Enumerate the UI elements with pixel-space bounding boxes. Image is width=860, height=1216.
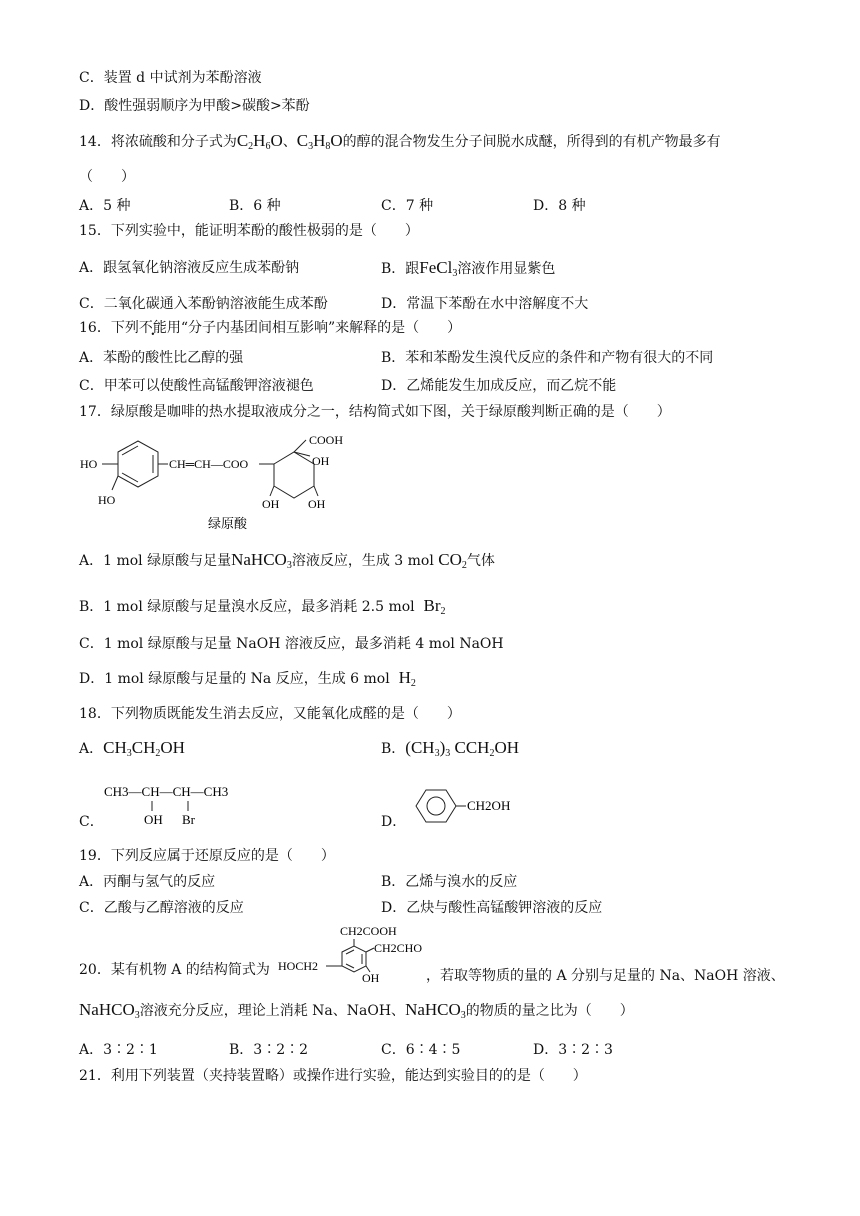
c-br: Br [182, 812, 195, 827]
a-top-group: CH2COOH [340, 924, 397, 938]
chlorogenic-acid-structure [76, 428, 376, 538]
q16-stem: 16．下列不能用“分子内基团间相互影响”来解释的是（ ） [79, 320, 462, 336]
oh-label-1: OH [312, 454, 330, 468]
q15-option-b: B．跟FeCl$_3$溶液作用显紫色 [381, 258, 556, 279]
a-left-group: HOCH2 [278, 959, 319, 973]
oh-label-3: OH [308, 497, 326, 511]
q17-stem: 17．绿原酸是咖啡的热水提取液成分之一，结构简式如下图，关于绿原酸判断正确的是（ ） [79, 404, 671, 420]
q19-stem: 19．下列反应属于还原反应的是（ ） [79, 848, 335, 864]
q18-option-d-label: D． [381, 814, 407, 830]
q16-option-c: C．甲苯可以使酸性高锰酸钾溶液褪色 [79, 378, 314, 394]
q17-option-a: A．1 mol 绿原酸与足量NaHCO$_3$溶液反应，生成 3 mol $CO_2$气体 [79, 550, 495, 571]
q18-option-c-label: C． [79, 814, 104, 830]
emphasis-not: 不能 [138, 320, 167, 336]
q18-stem: 18．下列物质既能发生消去反应，又能氧化成醛的是（ ） [79, 706, 461, 722]
q19-option-b: B．乙烯与溴水的反应 [381, 874, 518, 890]
q13-option-d: D．酸性强弱顺序为甲酸>碳酸>苯酚 [79, 98, 310, 114]
q19-option-c: C．乙酸与乙醇溶液的反应 [79, 900, 244, 916]
q14-option-b: B．6 种 [229, 198, 281, 214]
q17-option-b: B．1 mol 绿原酸与足量溴水反应，最多消耗 2.5 mol $Br_2$ [79, 596, 446, 617]
q14-option-d: D．8 种 [533, 198, 586, 214]
structure-caption: 绿原酸 [208, 516, 248, 531]
q17-option-d: D．1 mol 绿原酸与足量的 Na 反应，生成 6 mol $H_2$ [79, 668, 416, 689]
q20-option-d: D．3∶2∶3 [533, 1042, 613, 1058]
a-oh: OH [362, 971, 380, 984]
q14-option-a: A．5 种 [79, 198, 131, 214]
q15-option-c: C．二氧化碳通入苯酚钠溶液能生成苯酚 [79, 296, 328, 312]
q15-option-a: A．跟氢氧化钠溶液反应生成苯酚钠 [79, 260, 300, 276]
q14-formula-2: $C_3H_8O$ [296, 131, 343, 152]
chain-label: CH═CH—COO [169, 457, 249, 471]
q20-stem-line2: NaHCO$_3$溶液充分反应，理论上消耗 Na、NaOH、NaHCO$_3$的物质的量之比为（ ） [79, 1000, 634, 1021]
benzyl-alcohol-structure [408, 784, 528, 830]
q15-option-d: D．常温下苯酚在水中溶解度不大 [381, 296, 589, 312]
ho-label-2: HO [98, 493, 116, 507]
q14-option-c: C．7 种 [381, 198, 434, 214]
q18-option-b: B．$(CH_3)_3$ $CCH_2OH$ [381, 738, 520, 759]
q14-formula-1: $C_2H_6O$ [236, 131, 283, 152]
q16-option-b: B．苯和苯酚发生溴代反应的条件和产物有很大的不同 [381, 350, 714, 366]
q18-option-c-structure [104, 780, 264, 828]
q21-stem: 21．利用下列装置（夹持装置略）或操作进行实验，能达到实验目的的是（ ） [79, 1068, 587, 1084]
c-oh: OH [144, 812, 163, 827]
c-main-chain: CH3—CH—CH—CH3 [104, 784, 229, 799]
oh-label-2: OH [262, 497, 280, 511]
q19-option-a: A．丙酮与氢气的反应 [79, 874, 216, 890]
q20-option-a: A．3∶2∶1 [79, 1042, 158, 1058]
q20-option-b: B．3∶2∶2 [229, 1042, 309, 1058]
d-ch2oh: CH2OH [467, 798, 511, 813]
q20-option-c: C．6∶4∶5 [381, 1042, 461, 1058]
ho-label-1: HO [80, 457, 98, 471]
q15-stem: 15．下列实验中，能证明苯酚的酸性极弱的是（ ） [79, 223, 419, 239]
compound-a-structure [276, 922, 426, 984]
q20-stem-post: ，若取等物质的量的 A 分别与足量的 Na、NaOH 溶液、 [426, 968, 785, 984]
q14-stem: 14．将浓硫酸和分子式为$C_2H_6O$、$C_3H_8O$的醇的混合物发生分子间脱水成醚，所得到的有机产物最多有 [79, 131, 721, 152]
q16-option-a: A．苯酚的酸性比乙醇的强 [79, 350, 244, 366]
q14-paren: （ ） [79, 169, 135, 185]
q18-option-a: A．$CH_3CH_2OH$ [79, 738, 185, 759]
q17-option-c: C．1 mol 绿原酸与足量 NaOH 溶液反应，最多消耗 4 mol NaOH [79, 636, 504, 652]
q16-option-d: D．乙烯能发生加成反应，而乙烷不能 [381, 378, 617, 394]
cooh-label: COOH [309, 433, 344, 447]
q19-option-d: D．乙炔与酸性高锰酸钾溶液的反应 [381, 900, 603, 916]
q13-option-c: C．装置 d 中试剂为苯酚溶液 [79, 70, 262, 86]
a-right-group: CH2CHO [374, 941, 423, 955]
q20-stem-pre: 20．某有机物 A 的结构简式为 [79, 962, 270, 978]
